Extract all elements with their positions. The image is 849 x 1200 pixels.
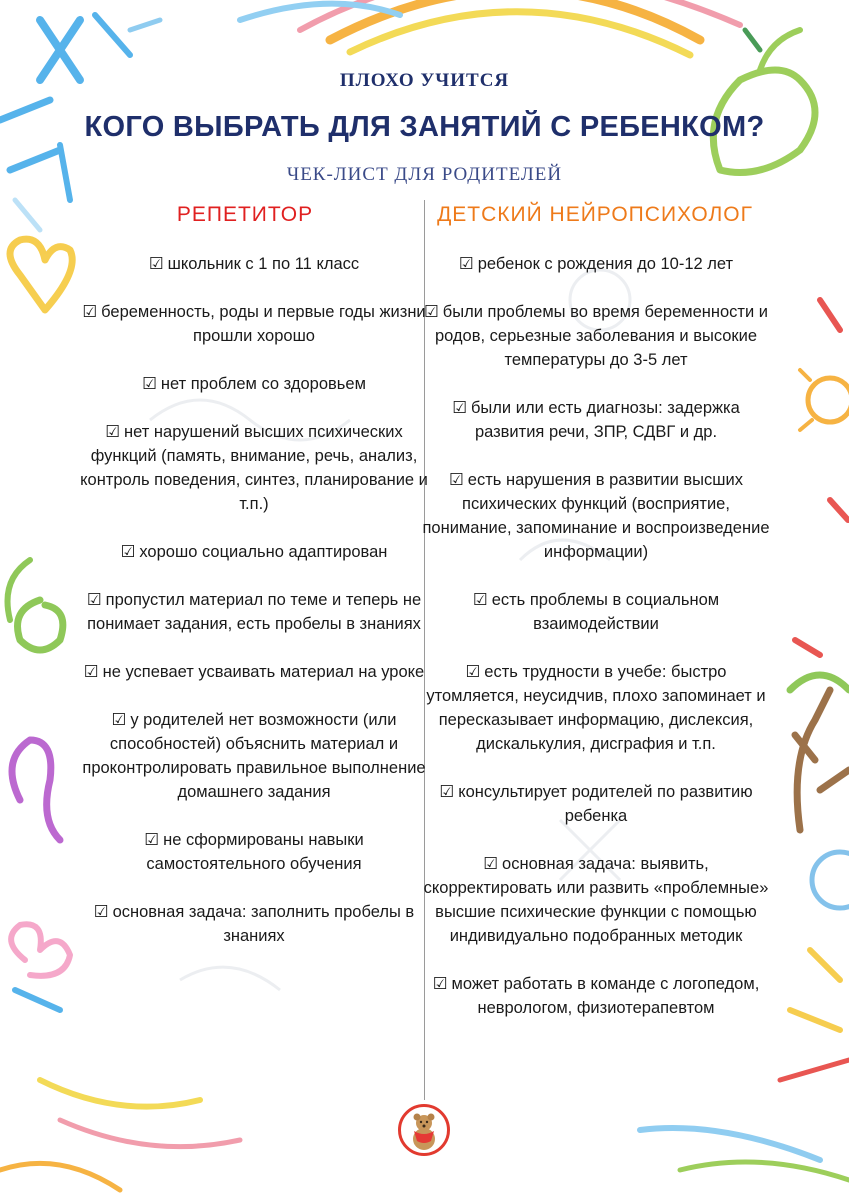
tutor-column — [74, 252, 434, 948]
checkbox-icon: ☑ — [111, 711, 127, 729]
list-item-text: у родителей нет возможности (или способностей) объяснить материал и проконтролировать правильное выполнение домашнего задания — [82, 711, 426, 801]
list-item-text: хорошо социально адаптирован — [139, 543, 388, 561]
checkbox-icon: ☑ — [105, 423, 121, 441]
list-item-text: есть трудности в учебе: быстро утомляется, неусидчив, плохо запоминает и пересказывает информацию, дислексия, дискалькулия, дисграфия и т.п. — [426, 663, 766, 753]
checkbox-icon: ☑ — [93, 903, 109, 921]
list-item — [74, 300, 434, 348]
list-item-text: есть нарушения в развитии высших психических функций (восприятие, понимание, запоминание и воспроизведение информации) — [422, 471, 770, 561]
page-title: КОГО ВЫБРАТЬ ДЛЯ ЗАНЯТИЙ С РЕБЕНКОМ? — [84, 111, 765, 143]
checkbox-icon: ☑ — [465, 663, 481, 681]
checkbox-icon: ☑ — [120, 543, 136, 561]
list-item — [74, 708, 434, 804]
list-item — [418, 660, 774, 756]
list-item-text: ребенок с рождения до 10-12 лет — [477, 255, 734, 273]
right-column-heading: ДЕТСКИЙ НЕЙРОПСИХОЛОГ — [437, 203, 753, 226]
checkbox-icon: ☑ — [458, 255, 474, 273]
list-item — [418, 852, 774, 948]
checkbox-icon: ☑ — [148, 255, 164, 273]
checkbox-icon: ☑ — [83, 663, 99, 681]
list-item-text: консультирует родителей по развитию ребенка — [458, 783, 753, 825]
list-item-text: есть проблемы в социальном взаимодействии — [491, 591, 720, 633]
list-item-text: пропустил материал по теме и теперь не понимает задания, есть пробелы в знаниях — [87, 591, 422, 633]
list-item — [74, 828, 434, 876]
list-item-text: основная задача: выявить, скорректировать или развить «проблемные» высшие психические функции с помощью индивидуально подобранных методик — [423, 855, 769, 945]
list-item-text: не успевает усваивать материал на уроке — [102, 663, 425, 681]
list-item-text: беременность, роды и первые годы жизни прошли хорошо — [101, 303, 426, 345]
list-item — [418, 252, 774, 276]
checkbox-icon: ☑ — [472, 591, 488, 609]
list-item-text: не сформированы навыки самостоятельного обучения — [146, 831, 364, 873]
list-item — [74, 540, 434, 564]
list-item-text: может работать в команде с логопедом, неврологом, физиотерапевтом — [451, 975, 760, 1017]
checkbox-icon: ☑ — [449, 471, 464, 489]
checkbox-icon: ☑ — [144, 831, 160, 849]
teddy-bear-icon — [401, 1107, 447, 1153]
list-item — [74, 420, 434, 516]
left-column-heading: РЕПЕТИТОР — [176, 203, 314, 226]
neuropsychologist-column — [418, 252, 774, 1020]
list-item — [74, 588, 434, 636]
page-kicker: ПЛОХО УЧИТСЯ — [339, 70, 510, 91]
list-item — [74, 252, 434, 276]
teddy-bear-logo-icon — [398, 1104, 450, 1156]
list-item-text: нет нарушений высших психических функций (память, внимание, речь, анализ, контроль поведения, синтез, планирование и т.п.) — [80, 423, 428, 513]
checkbox-icon: ☑ — [86, 591, 102, 609]
checkbox-icon: ☑ — [452, 399, 467, 417]
list-item-text: нет проблем со здоровьем — [160, 375, 366, 393]
checkbox-icon: ☑ — [142, 375, 157, 393]
checkbox-icon: ☑ — [439, 783, 455, 801]
list-item — [418, 780, 774, 828]
list-item-text: были или есть диагнозы: задержка развития речи, ЗПР, СДВГ и др. — [470, 399, 740, 441]
list-item-text: школьник с 1 по 11 класс — [167, 255, 360, 273]
list-item — [418, 468, 774, 564]
list-item — [418, 300, 774, 372]
list-item — [74, 900, 434, 948]
list-item-text: были проблемы во время беременности и родов, серьезные заболевания и высокие температуры до 3-5 лет — [434, 303, 768, 369]
page-subtitle: ЧЕК-ЛИСТ ДЛЯ РОДИТЕЛЕЙ — [286, 164, 563, 185]
list-item — [74, 372, 434, 396]
list-item-text: основная задача: заполнить пробелы в знаниях — [112, 903, 415, 945]
list-item — [418, 588, 774, 636]
list-item — [418, 396, 774, 444]
list-item — [74, 660, 434, 684]
checkbox-icon: ☑ — [483, 855, 499, 873]
checkbox-icon: ☑ — [432, 975, 448, 993]
checkbox-icon: ☑ — [424, 303, 439, 321]
list-item — [418, 972, 774, 1020]
checkbox-icon: ☑ — [82, 303, 98, 321]
